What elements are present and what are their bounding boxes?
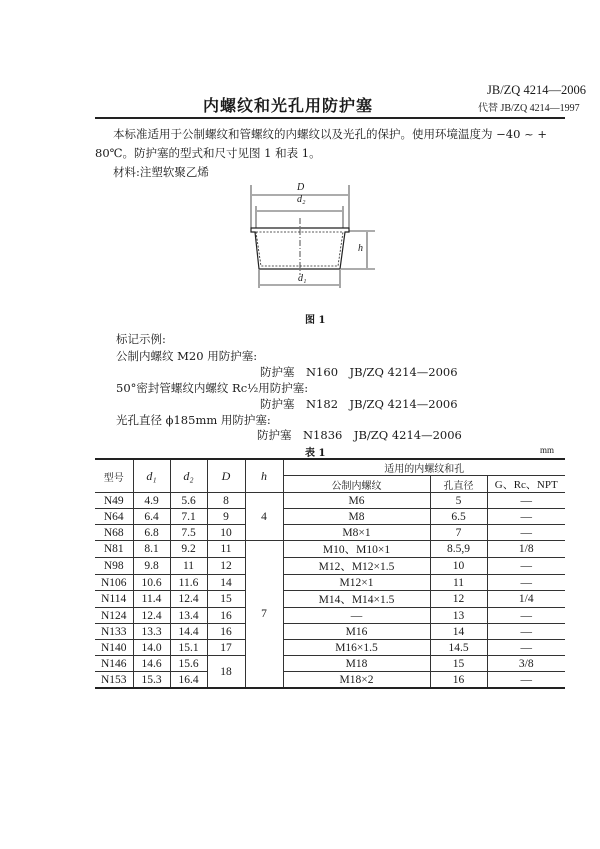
cell-model: N114 [95,591,133,608]
cell-hole: 10 [430,558,487,575]
label-d2: d₂ [297,194,306,205]
table-row [95,558,565,575]
cell-d1: 14.6 [133,656,170,672]
cell-metric: M8 [283,509,430,525]
cell-model: N98 [95,558,133,575]
table-row [95,575,565,591]
example-mark: 防护塞 N182 JB/ZQ 4214—2006 [260,397,458,411]
cell-pipe: — [487,525,565,541]
cell-D: 8 [207,493,245,509]
cell-D: 11 [207,541,245,558]
cell-pipe: — [487,624,565,640]
figure-caption: 图 1 [305,315,326,326]
cell-hole: 13 [430,608,487,624]
table-caption: 表 1 [305,448,326,459]
cell-metric: M16×1.5 [283,640,430,656]
cell-d1: 6.4 [133,509,170,525]
header-hole: 孔直径 [430,476,487,493]
cell-d2: 14.4 [170,624,207,640]
table-row [95,541,565,558]
cell-D: 14 [207,575,245,591]
dimensions-table [95,458,565,689]
cell-d2: 11 [170,558,207,575]
cell-d2: 12.4 [170,591,207,608]
cell-model: N64 [95,509,133,525]
cell-d2: 15.1 [170,640,207,656]
cell-d1: 11.4 [133,591,170,608]
cell-hole: 11 [430,575,487,591]
header-metric: 公制内螺纹 [283,476,430,493]
intro-line-1: 本标准适用于公制螺纹和管螺纹的内螺纹以及光孔的保护。使用环境温度为 −40 ~ + [113,127,548,141]
cell-metric: M12×1 [283,575,430,591]
header-d2: d₂ [170,459,207,493]
table-row [95,656,565,672]
header-pipe: G、Rc、NPT [487,476,565,493]
cell-pipe: — [487,558,565,575]
cell-d1: 4.9 [133,493,170,509]
cell-d1: 8.1 [133,541,170,558]
cell-metric: M16 [283,624,430,640]
cell-d1: 14.0 [133,640,170,656]
cell-model: N140 [95,640,133,656]
cell-pipe: 1/4 [487,591,565,608]
cell-pipe: — [487,672,565,689]
table-row [95,493,565,509]
cell-model: N133 [95,624,133,640]
cell-d1: 12.4 [133,608,170,624]
cell-model: N68 [95,525,133,541]
table-row [95,640,565,656]
cell-hole: 8.5,9 [430,541,487,558]
header-model: 型号 [95,459,133,493]
cell-d1: 15.3 [133,672,170,689]
cell-d1: 10.6 [133,575,170,591]
cell-hole: 15 [430,656,487,672]
cell-d2: 11.6 [170,575,207,591]
cell-pipe: 1/8 [487,541,565,558]
cell-h: 7 [245,541,283,689]
table-unit: mm [540,445,555,455]
cell-metric: M6 [283,493,430,509]
example-desc: 50°密封管螺纹内螺纹 Rc½用防护塞: [116,381,309,395]
cell-d1: 13.3 [133,624,170,640]
cell-hole: 14.5 [430,640,487,656]
cell-pipe: 3/8 [487,656,565,672]
cell-metric: — [283,608,430,624]
cell-metric: M8×1 [283,525,430,541]
header-D: D [207,459,245,493]
example-mark: 防护塞 N1836 JB/ZQ 4214—2006 [257,428,462,442]
table-row [95,672,565,689]
cell-d2: 9.2 [170,541,207,558]
cell-metric: M14、M14×1.5 [283,591,430,608]
cell-pipe: — [487,493,565,509]
cell-pipe: — [487,608,565,624]
cell-metric: M10、M10×1 [283,541,430,558]
cell-hole: 6.5 [430,509,487,525]
table-row [95,509,565,525]
cell-d2: 7.5 [170,525,207,541]
table-row [95,608,565,624]
cell-d2: 7.1 [170,509,207,525]
cell-model: N146 [95,656,133,672]
cell-hole: 7 [430,525,487,541]
cell-d2: 16.4 [170,672,207,689]
cell-h: 4 [245,493,283,541]
standard-number: JB/ZQ 4214—2006 [487,83,586,97]
table-row [95,624,565,640]
cell-d1: 6.8 [133,525,170,541]
cell-metric: M12、M12×1.5 [283,558,430,575]
cell-D: 15 [207,591,245,608]
cell-model: N49 [95,493,133,509]
cell-model: N124 [95,608,133,624]
cell-pipe: — [487,509,565,525]
cell-D: 17 [207,640,245,656]
cell-D: 12 [207,558,245,575]
cell-d1: 9.8 [133,558,170,575]
cell-pipe: — [487,575,565,591]
cell-D: 16 [207,608,245,624]
examples-heading: 标记示例: [116,332,166,346]
cell-D: 9 [207,509,245,525]
cell-D: 16 [207,624,245,640]
intro-line-2: 80℃。防护塞的型式和尺寸见图 1 和表 1。 [95,146,321,160]
label-d1: d₁ [298,273,307,284]
replaces-standard: 代替 JB/ZQ 4214—1997 [478,103,580,114]
example-desc: 公制内螺纹 M20 用防护塞: [116,349,258,363]
cell-d2: 13.4 [170,608,207,624]
header-applicable: 适用的内螺纹和孔 [283,459,565,476]
cell-model: N106 [95,575,133,591]
header-rule [95,117,565,119]
cell-d2: 15.6 [170,656,207,672]
material-text: 材料:注塑软聚乙烯 [113,165,209,179]
cell-metric: M18 [283,656,430,672]
label-h: h [358,243,363,254]
page-title: 内螺纹和光孔用防护塞 [203,96,374,115]
cell-model: N81 [95,541,133,558]
cell-hole: 16 [430,672,487,689]
cell-pipe: — [487,640,565,656]
table-row [95,525,565,541]
cell-hole: 14 [430,624,487,640]
header-h: h [245,459,283,493]
example-mark: 防护塞 N160 JB/ZQ 4214—2006 [260,365,458,379]
cell-hole: 5 [430,493,487,509]
table-row [95,591,565,608]
cell-hole: 12 [430,591,487,608]
header-d1: d₁ [133,459,170,493]
label-D: D [297,182,305,193]
cell-D: 10 [207,525,245,541]
cell-d2: 5.6 [170,493,207,509]
cell-model: N153 [95,672,133,689]
cell-D: 18 [207,656,245,689]
example-desc: 光孔直径 ϕ185mm 用防护塞: [116,413,271,427]
cell-metric: M18×2 [283,672,430,689]
